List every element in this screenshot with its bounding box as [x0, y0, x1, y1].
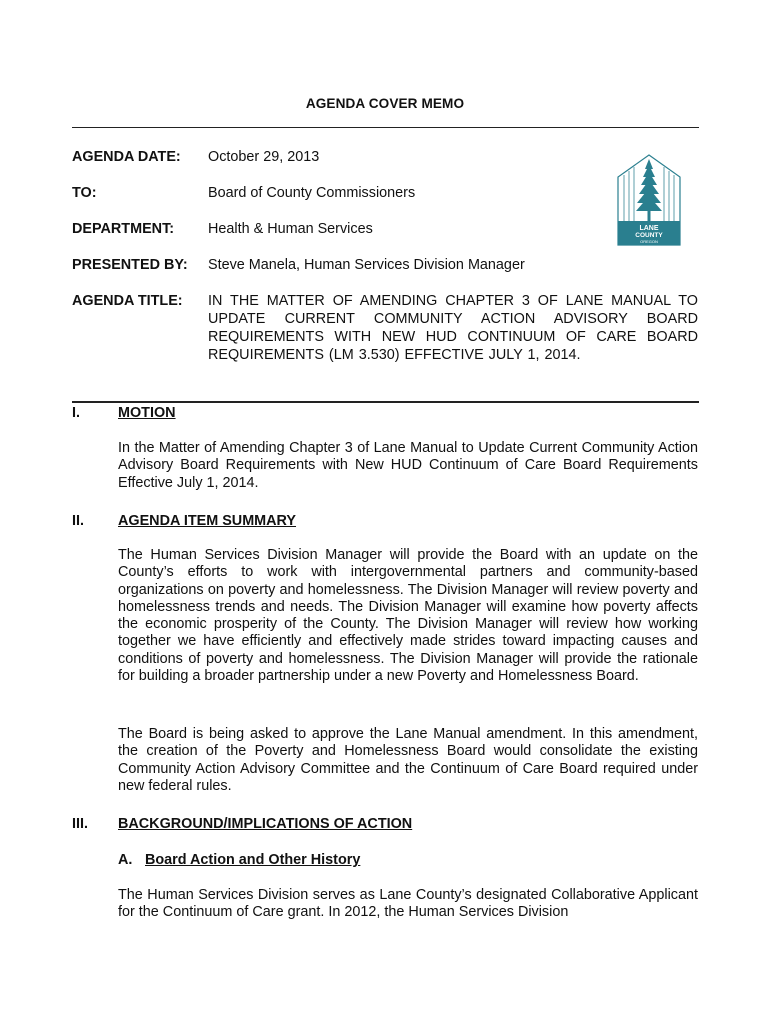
logo-text-line3: OREGON — [640, 239, 658, 244]
to-label: TO: — [72, 185, 97, 201]
background-text: The Human Services Division serves as Lane County’s designated Collaborative Applicant for the Continuum of Care grant. In 2012, the Human Services Division — [118, 887, 698, 921]
presented-by-label: PRESENTED BY: — [72, 257, 188, 273]
agenda-date-value: October 29, 2013 — [208, 149, 320, 165]
section-divider — [72, 401, 699, 403]
agenda-title-value: IN THE MATTER OF AMENDING CHAPTER 3 OF LANE MANUAL TO UPDATE CURRENT COMMUNITY ACTION ADVISORY BOARD REQUIREMENTS WITH NEW HUD CONTINUUM OF CARE BOARD REQUIREMENTS (LM 3.530) EFFECTIVE JULY 1, 2014. — [208, 293, 698, 363]
summary-paragraph-1: The Human Services Division Manager will provide the Board with an update on the County’s efforts to work with intergovernmental partners and community-based organizations on poverty and homelessness. The Division Manager will review poverty and homelessness trends and needs. The Division Manager will examine how poverty affects the economic prosperity of the County. The Division Manager will review how working together we have efficiently and effectively made strides toward impacting causes and conditions of poverty and homelessness. The Division Manager will provide the rationale for building a broader partnership under a new Poverty and Homelessness Board. — [118, 547, 698, 685]
section-heading-motion: MOTION — [118, 405, 176, 421]
subsection-heading: Board Action and Other History — [145, 852, 361, 868]
agenda-date-label: AGENDA DATE: — [72, 149, 181, 165]
lane-county-logo — [616, 153, 682, 247]
department-value: Health & Human Services — [208, 221, 373, 237]
subsection-letter: A. — [118, 852, 133, 868]
presented-by-value: Steve Manela, Human Services Division Manager — [208, 257, 525, 273]
logo-text-line2: COUNTY — [635, 232, 663, 239]
agenda-title-label: AGENDA TITLE: — [72, 293, 183, 309]
section-heading-summary: AGENDA ITEM SUMMARY — [118, 513, 297, 529]
motion-text: In the Matter of Amending Chapter 3 of Lane Manual to Update Current Community Action Advisory Board Requirements with New HUD Continuum of Care Board Requirements Effective July 1, 2014. — [118, 440, 698, 491]
memo-title: AGENDA COVER MEMO — [305, 96, 465, 111]
section-number-background: III. — [72, 816, 88, 832]
department-label: DEPARTMENT: — [72, 221, 175, 237]
section-number-summary: II. — [72, 513, 84, 529]
logo-text-line1: LANE — [639, 225, 659, 232]
summary-paragraph-2: The Board is being asked to approve the Lane Manual amendment. In this amendment, the creation of the Poverty and Homelessness Board would consolidate the existing Community Action Advisory Committee and the Continuum of Care Board required under new federal rules. — [118, 726, 698, 794]
title-divider — [72, 127, 699, 128]
section-heading-background: BACKGROUND/IMPLICATIONS OF ACTION — [118, 816, 413, 832]
to-value: Board of County Commissioners — [208, 185, 416, 201]
section-number-motion: I. — [72, 405, 80, 421]
